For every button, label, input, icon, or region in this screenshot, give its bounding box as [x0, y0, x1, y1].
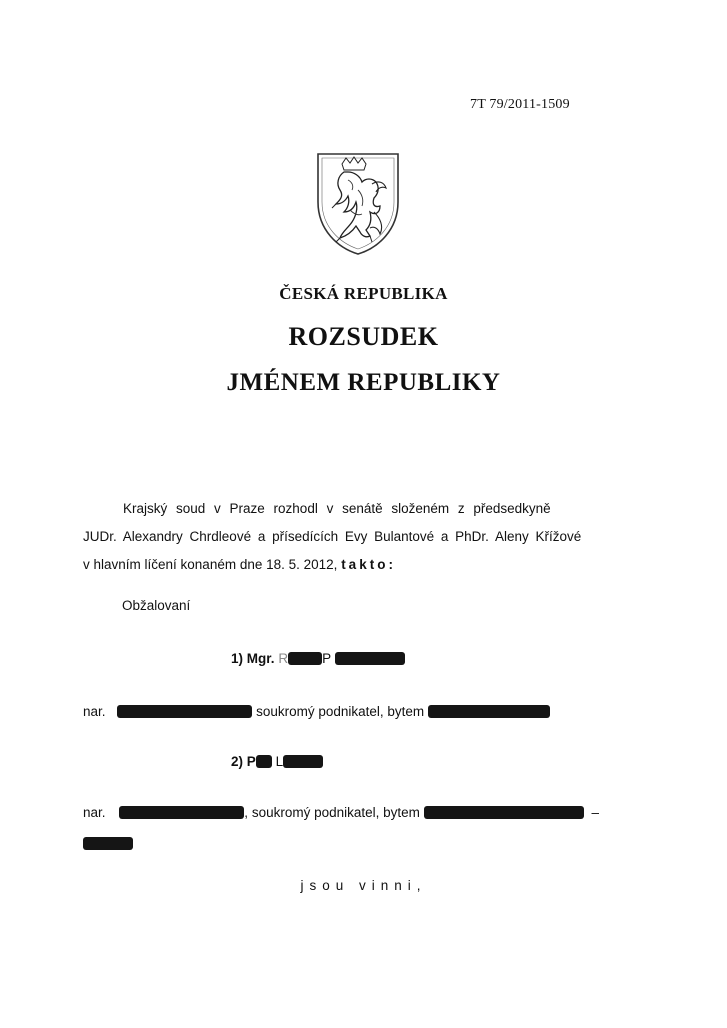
- defendant-2-trailing-dash: –: [591, 805, 599, 820]
- defendant-2-details-line: nar. , soukromý podnikatel, bytem –: [83, 805, 599, 820]
- intro-line-2: JUDr. Alexandry Chrdleové a přísedících Evy Bulantové a PhDr. Aleny Křížové: [83, 529, 582, 544]
- redaction-block: [117, 705, 252, 718]
- intro-paragraph: [83, 495, 645, 579]
- czech-coat-of-arms-icon: [314, 150, 402, 258]
- country-heading: ČESKÁ REPUBLIKA: [279, 284, 448, 303]
- defendant-2-surname-initial: L: [275, 754, 284, 769]
- document-subtitle: JMÉNEM REPUBLIKY: [226, 369, 501, 396]
- defendant-2-label: 2): [231, 754, 244, 769]
- redaction-block: [288, 652, 322, 665]
- case-number: 7T 79/2011-1509: [470, 97, 570, 112]
- defendant-2-occupation: soukromý podnikatel, bytem: [251, 805, 420, 820]
- redaction-block: [83, 837, 133, 850]
- verdict-text: jsou vinni,: [300, 878, 427, 893]
- takto-word: takto:: [341, 557, 396, 572]
- defendants-heading: Obžalovaní: [122, 598, 191, 613]
- defendant-1-name-line: [231, 651, 405, 666]
- redaction-block: [119, 806, 244, 819]
- defendant-1-born-label: nar.: [83, 704, 106, 719]
- redaction-block: [256, 755, 272, 768]
- redaction-block: [428, 705, 550, 718]
- defendant-1-label: 1): [231, 651, 244, 666]
- intro-line-3: [83, 551, 645, 579]
- defendant-2-name-line: [231, 754, 323, 769]
- defendant-1-surname-initial: P: [322, 651, 331, 666]
- redaction-block: [283, 755, 323, 768]
- intro-line-1: Krajský soud v Praze rozhodl v senátě složeném z předsedkyně: [123, 501, 551, 516]
- document-title: ROZSUDEK: [288, 322, 439, 351]
- redaction-block: [424, 806, 584, 819]
- defendant-1-details-line: [83, 704, 550, 719]
- defendant-2-born-label: nar.: [83, 805, 106, 820]
- defendant-2-given-initial: P: [246, 754, 256, 769]
- defendant-1-title: Mgr.: [246, 651, 275, 666]
- defendant-1-given-initial: R: [278, 651, 289, 666]
- defendant-1-occupation: soukromý podnikatel, bytem: [256, 704, 425, 719]
- defendant-2-address-continuation: [83, 835, 133, 853]
- intro-line-3-prefix: v hlavním líčení konaném dne 18. 5. 2012,: [83, 557, 338, 572]
- redaction-block: [335, 652, 405, 665]
